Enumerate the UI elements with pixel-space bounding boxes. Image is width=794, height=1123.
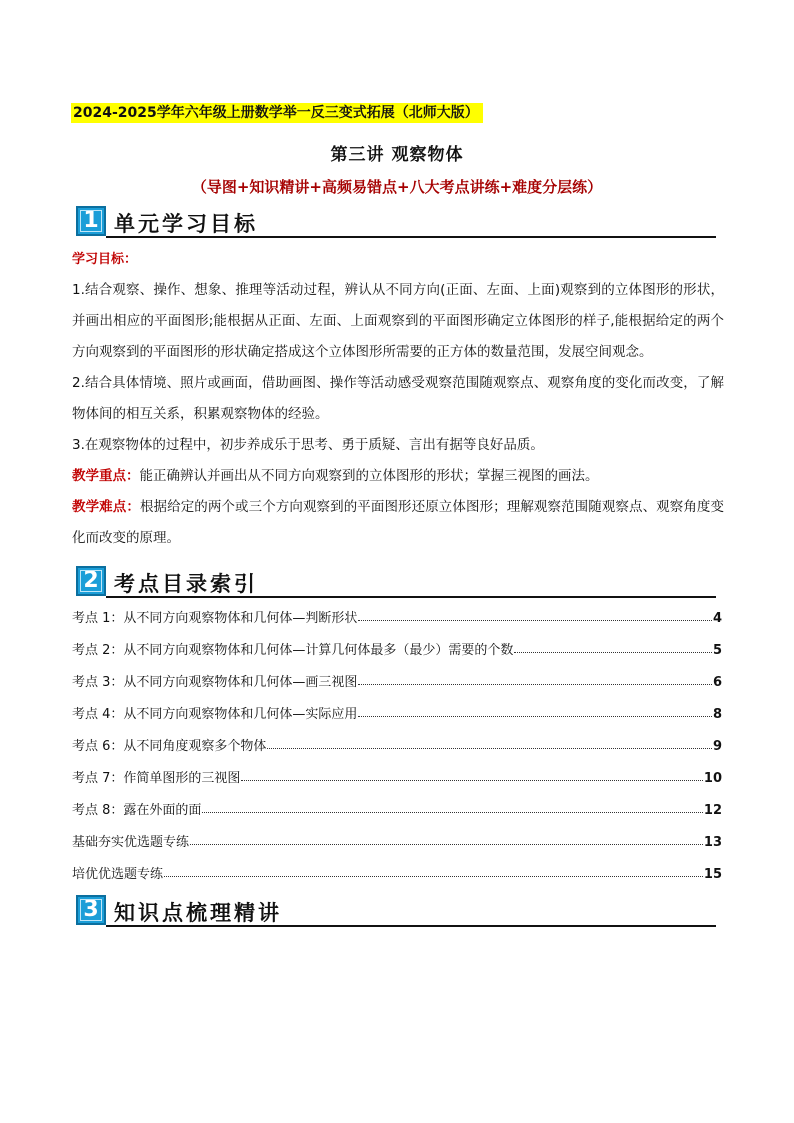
toc-leader bbox=[202, 802, 703, 813]
section-heading-toc bbox=[76, 566, 716, 602]
toc-page-number: 10 bbox=[703, 771, 722, 786]
teaching-key-point bbox=[72, 461, 724, 492]
section-title: 单元学习目标 bbox=[114, 212, 258, 236]
toc-leader bbox=[358, 706, 712, 717]
toc-page-number: 13 bbox=[703, 835, 722, 850]
toc-entry[interactable]: 基础夯实优选题专练 13 bbox=[72, 835, 722, 850]
section-number-badge: 1 bbox=[76, 206, 106, 236]
toc-entry[interactable]: 考点 1：从不同方向观察物体和几何体—判断形状 4 bbox=[72, 611, 722, 626]
section-title: 考点目录索引 bbox=[114, 572, 258, 596]
difficult-point-label: 教学难点： bbox=[72, 499, 140, 515]
toc-leader bbox=[267, 738, 712, 749]
toc-leader bbox=[164, 866, 703, 877]
section-number-badge: 3 bbox=[76, 895, 106, 925]
toc-leader bbox=[241, 770, 703, 781]
toc-page-number: 9 bbox=[712, 739, 722, 754]
toc-entry[interactable]: 考点 2：从不同方向观察物体和几何体—计算几何体最多（最少）需要的个数 5 bbox=[72, 643, 722, 658]
toc-entry[interactable]: 考点 8：露在外面的面 12 bbox=[72, 803, 722, 818]
toc-entry[interactable]: 考点 6：从不同角度观察多个物体 9 bbox=[72, 739, 722, 754]
toc-entry[interactable]: 考点 7：作简单图形的三视图 10 bbox=[72, 771, 722, 786]
toc-page-number: 15 bbox=[703, 867, 722, 882]
section-heading-goals bbox=[76, 206, 716, 242]
section-divider bbox=[106, 925, 716, 927]
toc-page-number: 12 bbox=[703, 803, 722, 818]
header-banner: 2024-2025学年六年级上册数学举一反三变式拓展（北师大版） bbox=[71, 103, 483, 123]
toc-page-number: 6 bbox=[712, 675, 722, 690]
section-title: 知识点梳理精讲 bbox=[114, 901, 282, 925]
goal-item: 1.结合观察、操作、想象、推理等活动过程，辨认从不同方向(正面、左面、上面)观察到的立体图形的形状，并画出相应的平面图形;能根据从正面、左面、上面观察到的平面图形确定立体图形的样子,能根据给定的两个方向观察到的平面图形的形状确定搭成这个立体图形所需要的正方体的数量范围，发展空间观念。 bbox=[72, 282, 724, 360]
toc-leader bbox=[190, 834, 703, 845]
teaching-difficult-point bbox=[72, 492, 724, 554]
goals-label: 学习目标： bbox=[72, 252, 138, 267]
section-divider bbox=[106, 236, 716, 238]
table-of-contents bbox=[72, 607, 722, 895]
goal-item: 3.在观察物体的过程中，初步养成乐于思考、勇于质疑、言出有据等良好品质。 bbox=[72, 437, 544, 453]
page-subtitle: （导图+知识精讲+高频易错点+八大考点讲练+难度分层练） bbox=[191, 178, 603, 196]
toc-page-number: 5 bbox=[712, 643, 722, 658]
section-number-badge: 2 bbox=[76, 566, 106, 596]
toc-page-number: 8 bbox=[712, 707, 722, 722]
section-divider bbox=[106, 596, 716, 598]
toc-leader bbox=[358, 674, 712, 685]
toc-entry[interactable]: 培优优选题专练 15 bbox=[72, 867, 722, 882]
toc-entry[interactable]: 考点 4：从不同方向观察物体和几何体—实际应用 8 bbox=[72, 707, 722, 722]
key-point-text: 能正确辨认并画出从不同方向观察到的立体图形的形状；掌握三视图的画法。 bbox=[139, 468, 599, 484]
toc-page-number: 4 bbox=[712, 611, 722, 626]
toc-entry[interactable]: 考点 3：从不同方向观察物体和几何体—画三视图 6 bbox=[72, 675, 722, 690]
key-point-label: 教学重点： bbox=[72, 468, 140, 484]
goal-item: 2.结合具体情境、照片或画面，借助画图、操作等活动感受观察范围随观察点、观察角度的变化而改变，了解物体间的相互关系，积累观察物体的经验。 bbox=[72, 375, 724, 422]
difficult-point-text: 根据给定的两个或三个方向观察到的平面图形还原立体图形；理解观察范围随观察点、观察角度变化而改变的原理。 bbox=[72, 499, 725, 546]
toc-leader bbox=[514, 642, 712, 653]
toc-leader bbox=[358, 610, 712, 621]
section-heading-knowledge bbox=[76, 895, 716, 931]
learning-goals bbox=[72, 244, 724, 554]
page-title: 第三讲 观察物体 bbox=[330, 145, 464, 165]
